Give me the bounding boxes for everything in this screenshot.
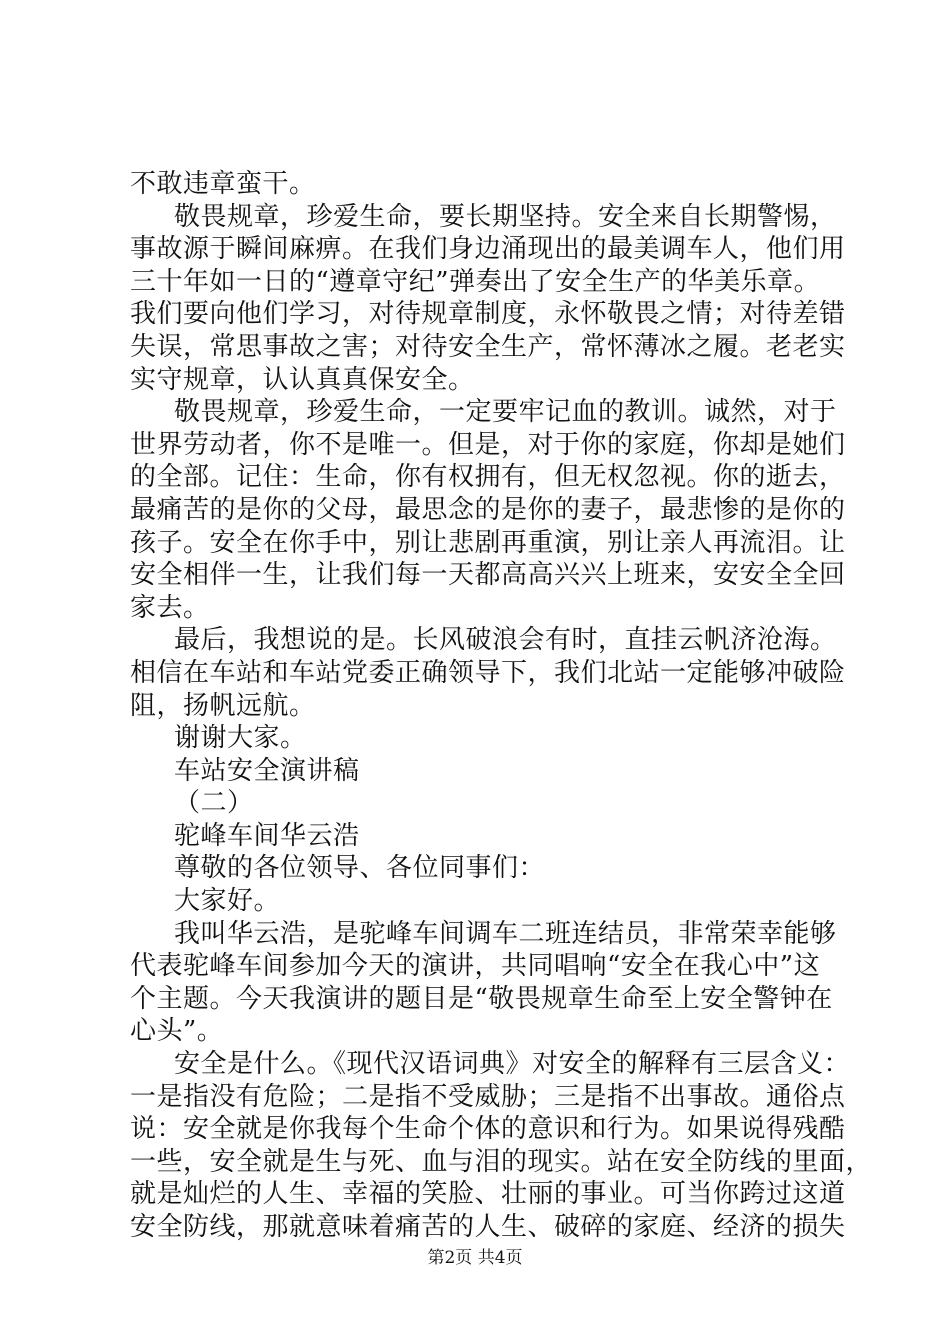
text-line: （二） xyxy=(174,788,254,819)
text-line: 敬畏规章，珍爱生命，一定要牢记血的教训。诚然，对于 xyxy=(174,397,837,428)
text-line: 不敢违章蛮干。 xyxy=(130,169,316,199)
text-line: 一些，安全就是生与死、血与泪的现实。站在安全防线的里面， xyxy=(130,1146,873,1177)
text-line: 家去。 xyxy=(130,592,210,623)
text-line: 失误，常思事故之害；对待安全生产，常怀薄冰之履。老老实 xyxy=(130,331,846,362)
text-line: 车站安全演讲稿 xyxy=(174,755,360,786)
text-line: 尊敬的各位领导、各位同事们： xyxy=(174,853,546,884)
text-line: 我们要向他们学习，对待规章制度，永怀敬畏之情；对待差错 xyxy=(130,299,846,330)
text-line: 一是指没有危险；二是指不受威胁；三是指不出事故。通俗点 xyxy=(130,1081,846,1112)
text-line: 驼峰车间华云浩 xyxy=(174,820,360,851)
text-line: 代表驼峰车间参加今天的演讲，共同唱响“安全在我心中”这 xyxy=(130,951,821,982)
text-line: 阻，扬帆远航。 xyxy=(130,690,316,721)
text-line: 大家好。 xyxy=(174,886,281,917)
text-line: 就是灿烂的人生、幸福的笑脸、壮丽的事业。可当你跨过这道 xyxy=(130,1179,846,1210)
text-line: 安全是什么。《现代汉语词典》对安全的解释有三层含义： xyxy=(174,1049,851,1080)
text-line: 敬畏规章，珍爱生命，要长期坚持。安全来自长期警惕， xyxy=(174,201,837,232)
text-line: 事故源于瞬间麻痹。在我们身边涌现出的最美调车人，他们用 xyxy=(130,234,846,265)
text-line: 说：安全就是你我每个生命个体的意识和行为。如果说得残酷 xyxy=(130,1114,846,1145)
text-line: 心头”。 xyxy=(130,1016,224,1047)
text-line: 三十年如一日的“遵章守纪”弹奏出了安全生产的华美乐章。 xyxy=(130,266,821,297)
text-line: 安全相伴一生，让我们每一天都高高兴兴上班来，安安全全回 xyxy=(130,560,846,591)
text-line: 谢谢大家。 xyxy=(174,723,307,754)
text-line: 实守规章，认认真真保安全。 xyxy=(130,364,475,395)
text-line: 我叫华云浩，是驼峰车间调车二班连结员，非常荣幸能够 xyxy=(174,918,837,949)
text-line: 最痛苦的是你的父母，最思念的是你的妻子，最悲惨的是你的 xyxy=(130,494,846,525)
text-line: 世界劳动者，你不是唯一。但是，对于你的家庭，你却是她们 xyxy=(130,429,846,460)
text-line: 的全部。记住：生命，你有权拥有，但无权忽视。你的逝去， xyxy=(130,462,846,493)
body-text xyxy=(130,168,873,1244)
text-line: 相信在车站和车站党委正确领导下，我们北站一定能够冲破险 xyxy=(130,657,846,688)
text-line: 孩子。安全在你手中，别让悲剧再重演，别让亲人再流泪。让 xyxy=(130,527,846,558)
text-line: 最后，我想说的是。长风破浪会有时，直挂云帆济沧海。 xyxy=(174,625,837,656)
text-line: 个主题。今天我演讲的题目是“敬畏规章生命至上安全警钟在 xyxy=(130,983,833,1014)
text-line: 安全防线，那就意味着痛苦的人生、破碎的家庭、经济的损失 xyxy=(130,1212,846,1242)
page-footer: 第2页 共4页 xyxy=(427,1248,523,1268)
